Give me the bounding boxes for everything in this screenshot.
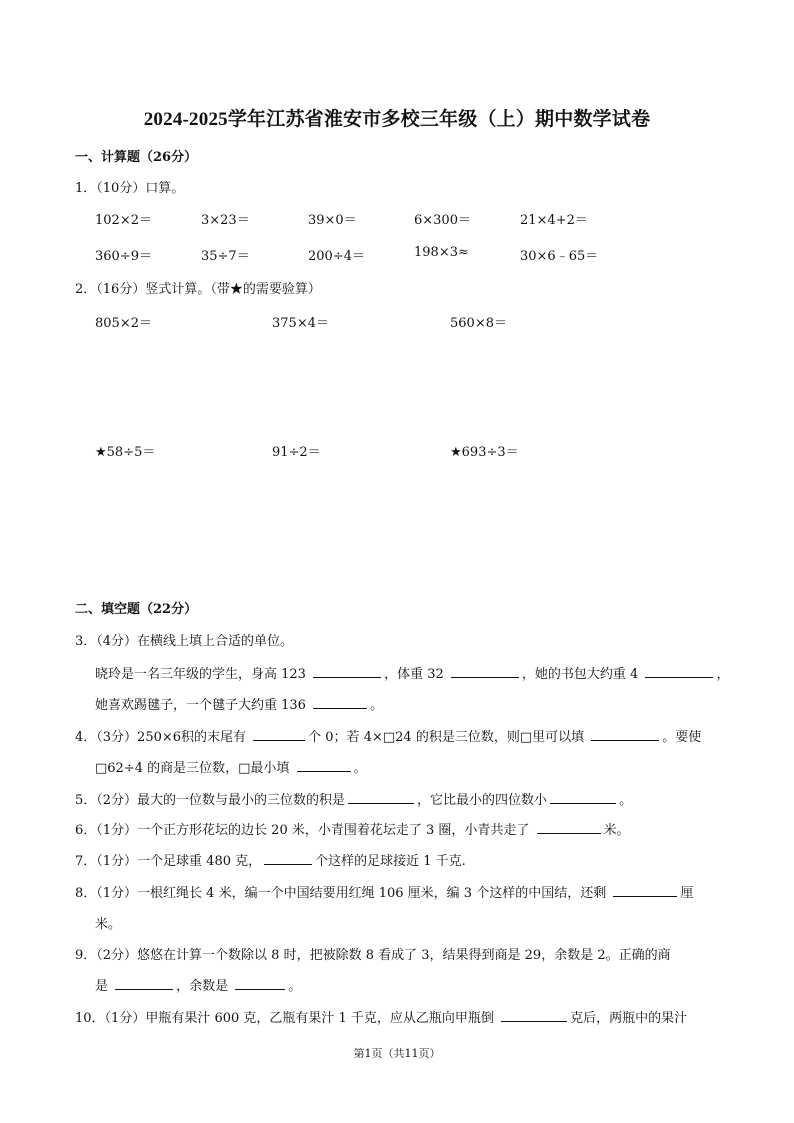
q3-text: 她喜欢踢毽子，一个毽子大约重 136	[95, 698, 311, 713]
q10-text: 克后，两瓶中的果汁	[570, 1011, 688, 1026]
q4-text: 。要使	[662, 730, 702, 745]
q5	[75, 789, 632, 808]
q3-stem: 3．（4分）在横线上填上合适的单位。	[75, 634, 294, 649]
q9-line2	[95, 975, 301, 994]
q3-line2	[95, 694, 383, 713]
q5-text: 。	[619, 793, 633, 808]
q2-item: ★693÷3＝	[450, 445, 519, 460]
q1-item: 3×23＝	[201, 213, 250, 228]
q6	[75, 819, 630, 838]
q1-item: 198×3≈	[414, 245, 469, 260]
q9-text: 。	[288, 979, 302, 994]
q9-text: 是	[95, 979, 113, 994]
answer-blank[interactable]	[645, 665, 713, 678]
q9-text: ，余数是	[176, 979, 233, 994]
q6-text: 米。	[603, 823, 630, 838]
page-title: 2024-2025学年江苏省淮安市多校三年级（上）期中数学试卷	[143, 109, 651, 130]
q8-line2: 米。	[95, 917, 122, 932]
q1-item: 39×0＝	[308, 213, 357, 228]
q1-item: 30×6﹣65＝	[520, 249, 599, 264]
q7	[75, 850, 466, 869]
q9-line1: 9．（2分）悠悠在计算一个数除以 8 时，把被除数 8 看成了 3，结果得到商是 29，余数是 2。正确的商	[75, 948, 671, 963]
q3-text: ，	[716, 667, 730, 682]
q1-stem: 1．（10分）口算。	[75, 181, 185, 196]
answer-blank[interactable]	[591, 728, 659, 741]
section1-heading: 一、计算题（26分）	[75, 150, 198, 165]
q2-item: 375×4＝	[272, 316, 329, 331]
page-footer: 第1页（共11页）	[353, 1047, 441, 1060]
q2-item: 91÷2＝	[272, 445, 321, 460]
q4-text: 个 0；若 4×□24 的积是三位数，则□里可以填	[308, 730, 589, 745]
answer-blank[interactable]	[501, 1009, 567, 1022]
q1-item: 200÷4＝	[308, 249, 365, 264]
answer-blank[interactable]	[451, 665, 519, 678]
q4-text: □62÷4 的商是三位数，□最小填	[95, 761, 294, 776]
q1-item: 360÷9＝	[95, 249, 152, 264]
answer-blank[interactable]	[253, 728, 305, 741]
q3-text: ，她的书包大约重 4	[521, 667, 643, 682]
q4-text: 4．（3分）250×6积的末尾有	[75, 730, 251, 745]
q4-text: 。	[353, 761, 367, 776]
q6-text: 6．（1分）一个正方形花坛的边长 20 米，小青围着花坛走了 3 圈，小青共走了	[75, 823, 534, 838]
q4-line2	[95, 757, 367, 776]
q10-text: 10．（1分）甲瓶有果汁 600 克，乙瓶有果汁 1 千克，应从乙瓶向甲瓶倒	[75, 1011, 499, 1026]
answer-blank[interactable]	[313, 665, 381, 678]
q3-line1	[95, 663, 729, 682]
q1-item: 102×2＝	[95, 213, 152, 228]
q2-item: 560×8＝	[450, 316, 507, 331]
answer-blank[interactable]	[264, 852, 312, 865]
q3-text: 。	[370, 698, 384, 713]
q7-text: 7．（1分）一个足球重 480 克，	[75, 854, 262, 869]
answer-blank[interactable]	[613, 884, 677, 897]
q2-item: ★58÷5＝	[95, 445, 156, 460]
q5-text: 5．（2分）最大的一位数与最小的三位数的积是	[75, 793, 346, 808]
answer-blank[interactable]	[297, 759, 351, 772]
q1-item: 21×4+2＝	[520, 213, 588, 228]
q3-text: ，体重 32	[384, 667, 448, 682]
q1-item: 35÷7＝	[201, 249, 250, 264]
q8-text: 厘	[680, 886, 694, 901]
answer-blank[interactable]	[537, 821, 601, 834]
q1-item: 6×300＝	[414, 213, 471, 228]
q2-item: 805×2＝	[95, 316, 152, 331]
q5-text: ，它比最小的四位数小	[417, 793, 548, 808]
q8-line1	[75, 882, 693, 901]
q8-text: 8．（1分）一根红绳长 4 米，编一个中国结要用红绳 106 厘米，编 3 个这样的中国结，还剩	[75, 886, 611, 901]
answer-blank[interactable]	[235, 977, 285, 990]
answer-blank[interactable]	[550, 791, 616, 804]
section2-heading: 二、填空题（22分）	[75, 602, 198, 617]
answer-blank[interactable]	[115, 977, 173, 990]
q7-text: 个这样的足球接近 1 千克.	[315, 854, 466, 869]
q10	[75, 1007, 687, 1026]
q2-stem: 2．（16分）竖式计算。（带★的需要验算）	[75, 282, 321, 297]
q4-line1	[75, 726, 701, 745]
answer-blank[interactable]	[313, 696, 367, 709]
answer-blank[interactable]	[348, 791, 414, 804]
q3-text: 晓玲是一名三年级的学生，身高 123	[95, 667, 311, 682]
